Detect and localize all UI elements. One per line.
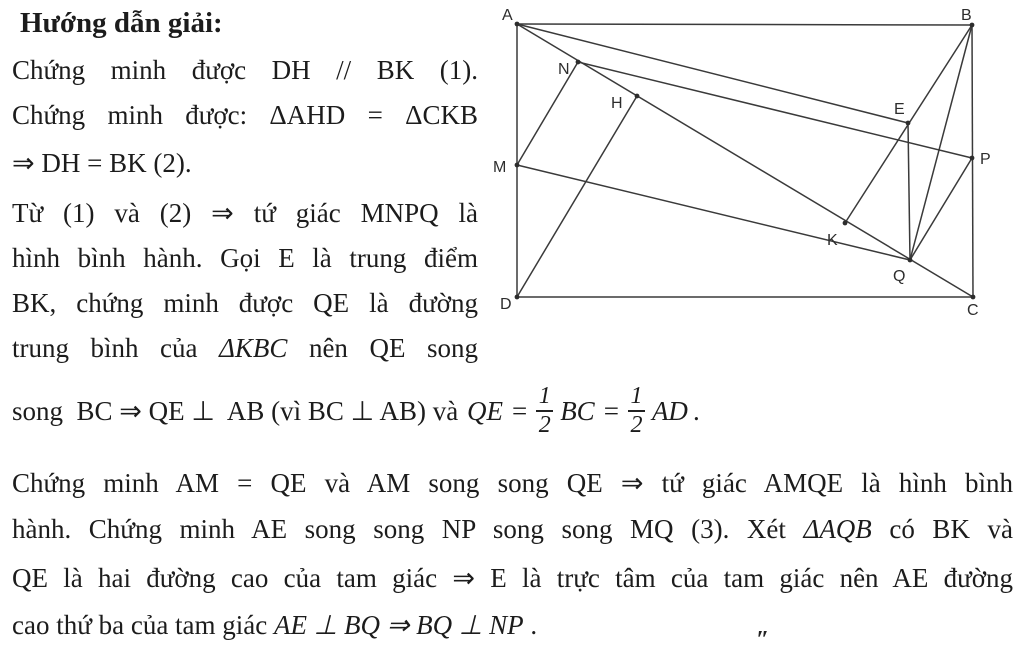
- point-label-C: C: [967, 302, 979, 319]
- point-dot-M: [515, 163, 520, 168]
- point-label-D: D: [500, 296, 512, 313]
- text-run: BK, chứng minh được QE là đường: [12, 288, 478, 318]
- point-label-Q: Q: [893, 268, 906, 285]
- equals-sign: =: [603, 395, 619, 426]
- solution-heading: Hướng dẫn giải:: [20, 7, 223, 39]
- point-dot-D: [515, 295, 520, 300]
- point-dot-K: [843, 221, 848, 226]
- point-dot-A: [515, 22, 520, 27]
- point-label-N: N: [558, 61, 570, 78]
- solution-line-11: [12, 608, 1013, 642]
- point-label-B: B: [961, 7, 972, 24]
- solution-line-8: [12, 466, 1013, 502]
- text-run: hành. Chứng minh AE song song NP song song MQ (3). Xét: [12, 514, 804, 544]
- text-run: QE là hai đường cao của tam giác ⇒ E là trực tâm của tam giác nên AE đường: [12, 563, 1013, 593]
- point-label-H: H: [611, 95, 623, 112]
- text-run: Chứng minh được DH // BK (1).: [12, 55, 478, 85]
- equation-period: .: [692, 395, 700, 426]
- point-dot-P: [970, 156, 975, 161]
- equals-sign: =: [511, 395, 528, 426]
- equation-line: [12, 374, 1002, 448]
- point-dot-N: [576, 60, 581, 65]
- math-run: AE ⊥ BQ ⇒ BQ ⊥ NP: [274, 610, 524, 640]
- text-run: Từ (1) và (2) ⇒ tứ giác MNPQ là: [12, 198, 478, 228]
- fraction-denominator: 2: [630, 412, 643, 438]
- math-ad: AD: [651, 395, 688, 426]
- segment-AE: [517, 24, 908, 123]
- segment-BC: [972, 25, 973, 297]
- text-run: cao thứ ba của tam giác: [12, 610, 275, 640]
- text-run: Chứng minh AM = QE và AM song song QE ⇒ tứ giác AMQE là hình bình: [12, 468, 1013, 498]
- math-bc: BC: [560, 395, 595, 426]
- text-run: ⇒ DH = BK (2).: [12, 148, 192, 178]
- segment-DH: [517, 96, 637, 297]
- solution-line-10: [12, 561, 1013, 597]
- solution-line-9: [12, 512, 1013, 548]
- fraction-one-half: [536, 384, 553, 438]
- geometry-figure: [478, 0, 1024, 332]
- segment-BQ: [910, 25, 972, 260]
- text-run: hình bình hành. Gọi E là trung điểm: [12, 243, 478, 273]
- segment-NP: [578, 62, 972, 158]
- solution-line-3: [12, 146, 478, 180]
- text-run: .: [523, 610, 538, 640]
- segment-AB: [517, 24, 972, 25]
- point-dot-E: [906, 121, 911, 126]
- stray-scan-mark: ″: [756, 627, 770, 653]
- math-run: ΔKBC: [219, 333, 288, 363]
- text-run: trung bình của: [12, 333, 220, 363]
- solution-line-6: [12, 286, 478, 322]
- point-label-A: A: [502, 7, 513, 24]
- math-qe: QE: [466, 395, 503, 426]
- text-run: có BK và: [871, 514, 1013, 544]
- geometry-diagram-svg: [478, 0, 1024, 332]
- point-label-E: E: [894, 101, 905, 118]
- solution-line-1: [12, 53, 478, 89]
- equation-pre-text: song BC ⇒ QE ⊥ AB (vì BC ⊥ AB) và: [12, 395, 465, 426]
- point-dot-H: [635, 94, 640, 99]
- text-run: nên QE song: [287, 333, 478, 363]
- solution-line-2: [12, 98, 478, 134]
- math-run: ΔAQB: [803, 514, 872, 544]
- solution-line-5: [12, 241, 478, 277]
- point-dot-C: [971, 295, 976, 300]
- fraction-denominator: 2: [538, 412, 551, 438]
- fraction-one-half: [628, 384, 645, 438]
- point-label-K: K: [827, 232, 838, 249]
- text-run: Chứng minh được: ΔAHD = ΔCKB: [12, 100, 478, 130]
- solution-line-7: [12, 331, 478, 367]
- fraction-numerator: 1: [538, 383, 551, 409]
- point-dot-Q: [908, 258, 913, 263]
- fraction-numerator: 1: [630, 383, 643, 409]
- point-label-P: P: [980, 151, 991, 168]
- segment-AC: [517, 24, 973, 297]
- solution-line-4: [12, 196, 478, 232]
- segment-PQ: [910, 158, 972, 260]
- point-label-M: M: [493, 159, 507, 176]
